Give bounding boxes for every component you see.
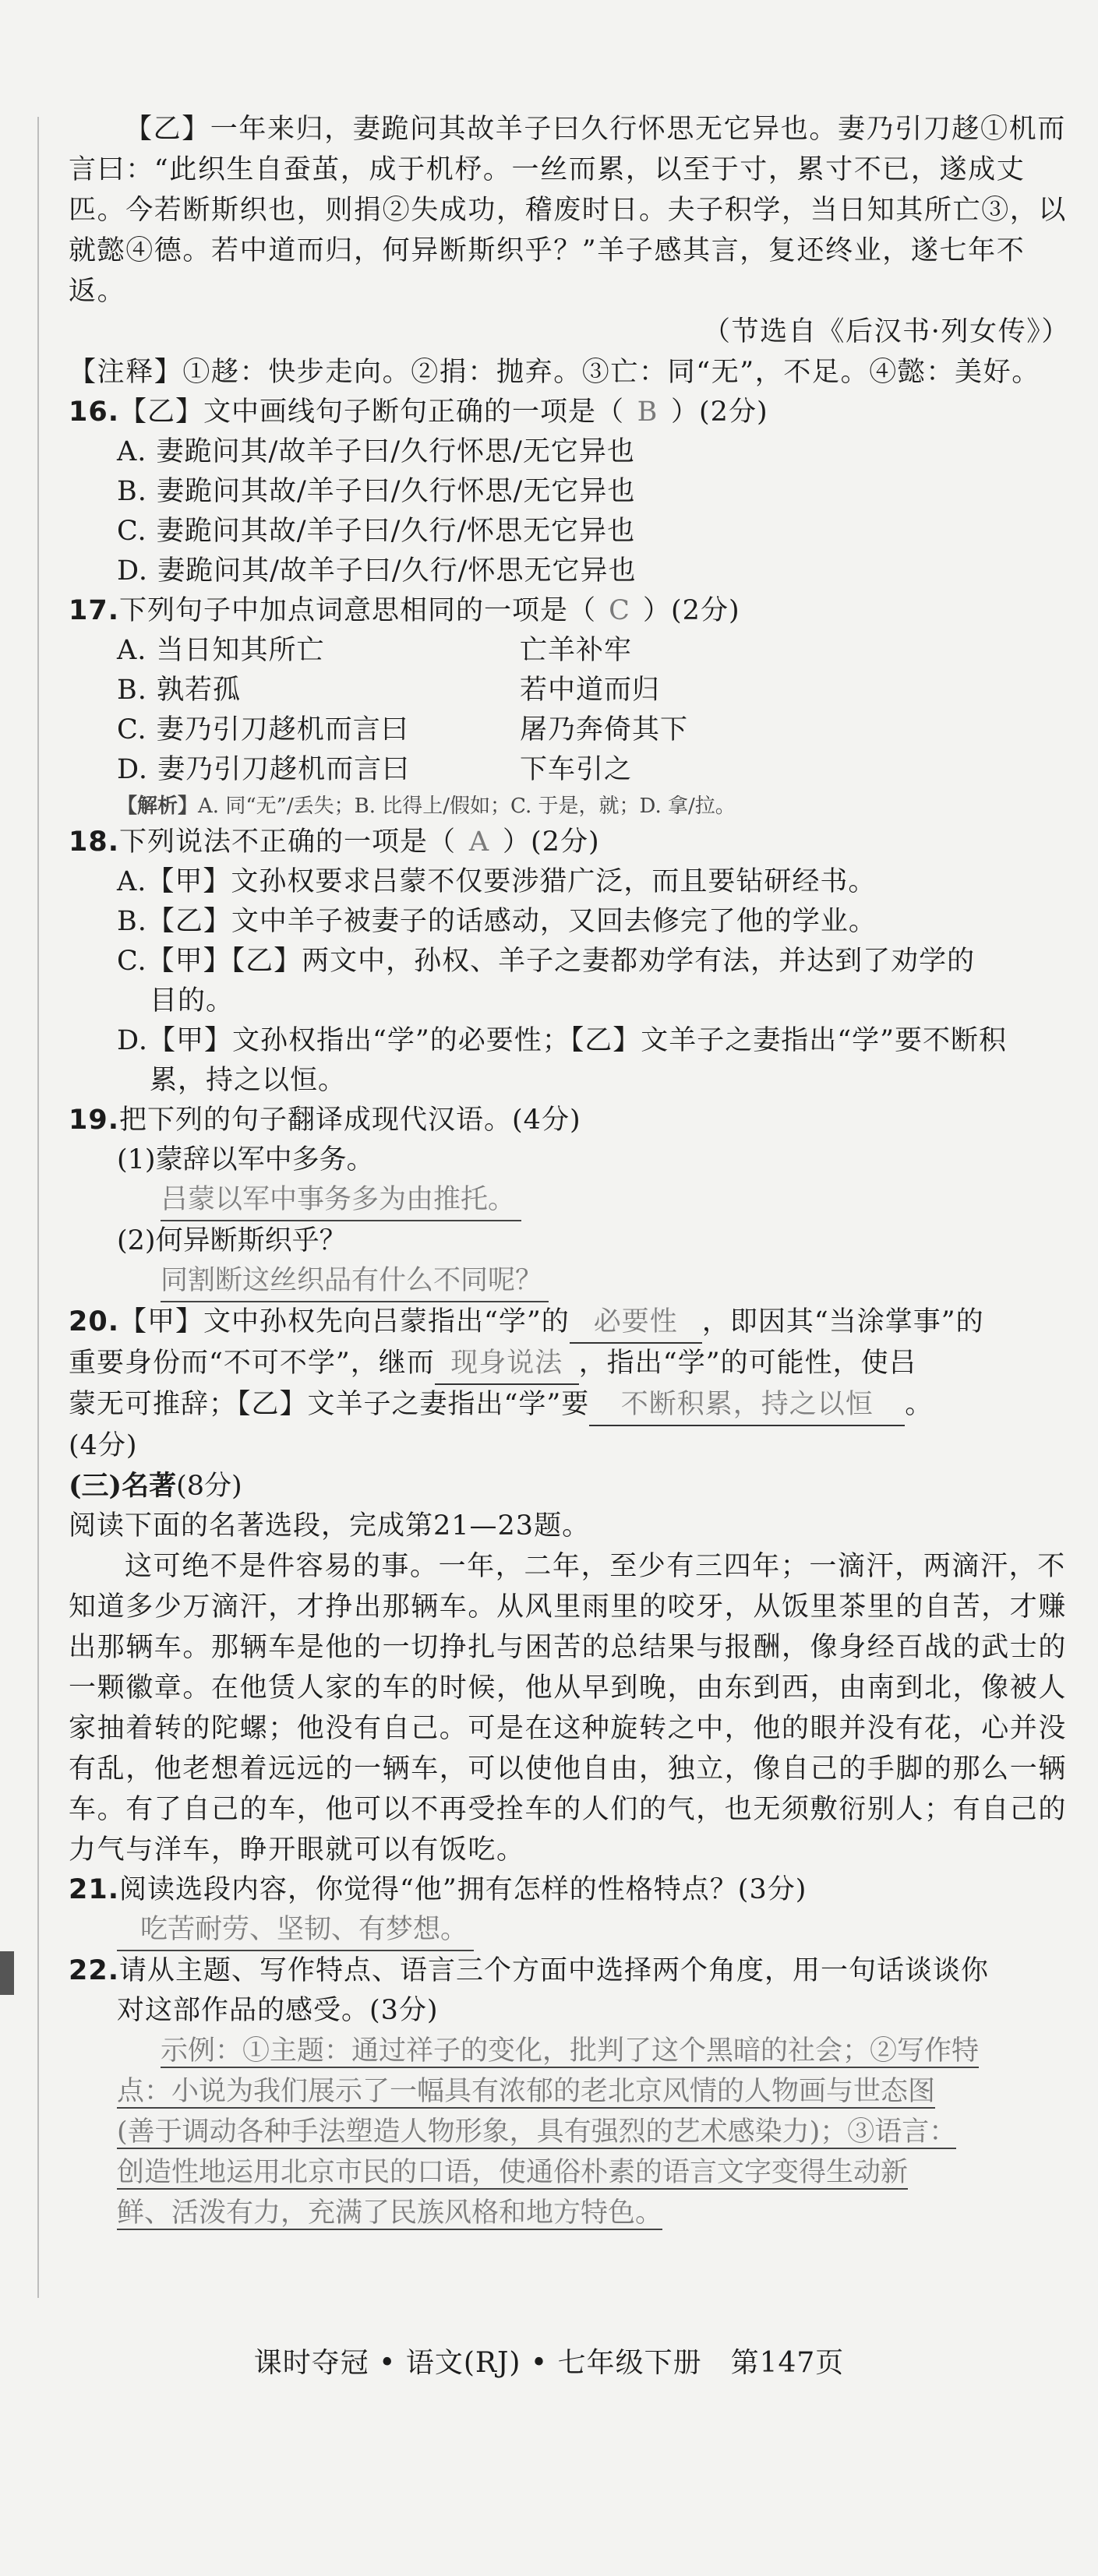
section-score: (8分) bbox=[176, 1471, 242, 1502]
answer-line-5 bbox=[69, 2193, 1078, 2233]
question-number: 16. bbox=[69, 396, 120, 428]
question-stem: 把下列的句子翻译成现代汉语。(4分) bbox=[119, 1105, 581, 1136]
option-d bbox=[69, 750, 1078, 790]
handwritten-answer: 创造性地运用北京市民的口语，使通俗朴素的语言文字变得生动新 bbox=[117, 2157, 909, 2188]
question-stem: 下列说法不正确的一项是（ bbox=[119, 826, 457, 858]
answer-line bbox=[69, 1910, 1078, 1951]
option-left: C. 妻乃引刀趍机而言曰 bbox=[117, 714, 409, 745]
handwritten-answer: 示例：①主题：通过祥子的变化，批判了这个黑暗的社会；②写作特 bbox=[161, 2035, 980, 2067]
option-c bbox=[69, 710, 1078, 750]
option-right: 屠乃奔倚其下 bbox=[520, 714, 689, 745]
handwritten-answer: 吃苦耐劳、坚韧、有梦想。 bbox=[117, 1910, 474, 1951]
question-18 bbox=[69, 823, 1078, 862]
option-c: C.【甲】【乙】两文中，孙权、羊子之妻都劝学有法，并达到了劝学的 bbox=[117, 946, 976, 977]
option-c: C. 妻跪问其故/羊子曰/久行/怀思无它异也 bbox=[117, 516, 636, 547]
question-20-line-3 bbox=[69, 1385, 1078, 1426]
option-b: B. 妻跪问其故/羊子曰/久行怀思/无它异也 bbox=[117, 476, 636, 507]
question-text: 。 bbox=[905, 1389, 934, 1420]
page-content bbox=[69, 109, 1078, 2233]
option-a: A.【甲】文孙权要求吕蒙不仅要涉猎广泛，而且要钻研经书。 bbox=[117, 866, 877, 897]
question-stem-continued: 对这部作品的感受。(3分) bbox=[117, 1995, 439, 2026]
question-text: ，即因其“当涂掌事”的 bbox=[701, 1306, 984, 1337]
passage-yi: 【乙】一年来归，妻跪问其故羊子曰久行怀思无它异也。妻乃引刀趍①机而言曰：“此织生自蚕茧，成于机杼。一丝而累，以至于寸，累寸不已，遂成丈匹。今若断斯织也，则捐②失成功，稽废时日。夫子积学，当日知其所亡③，以就懿④德。若中道而归，何异断斯织乎？”羊子感其言，复还终业，遂七年不返。 bbox=[69, 114, 1068, 307]
question-number: 19. bbox=[69, 1105, 120, 1136]
passage-source: （节选自《后汉书·列女传》） bbox=[702, 316, 1070, 347]
question-text: ，指出“学”的可能性，使吕 bbox=[578, 1348, 917, 1379]
question-number: 20. bbox=[69, 1306, 120, 1337]
question-text: 蒙无可推辞；【乙】文羊子之妻指出“学”要 bbox=[69, 1389, 590, 1420]
question-number: 21. bbox=[69, 1874, 120, 1905]
fill-blank-2: 现身说法 bbox=[435, 1344, 579, 1385]
answer-line-2 bbox=[69, 1261, 1078, 1302]
handwritten-answer: 鲜、活泼有力，充满了民族风格和地方特色。 bbox=[117, 2197, 663, 2229]
option-b bbox=[69, 671, 1078, 710]
sub-question-1: (1)蒙辞以军中多务。 bbox=[117, 1144, 374, 1175]
section-intro: 阅读下面的名著选段，完成第21—23题。 bbox=[69, 1510, 591, 1542]
handwritten-answer: 点：小说为我们展示了一幅具有浓郁的老北京风情的人物画与世态图 bbox=[117, 2076, 936, 2107]
question-20-line-2 bbox=[69, 1344, 1078, 1385]
handwritten-answer: 吕蒙以军中事务多为由推托。 bbox=[161, 1180, 521, 1221]
question-score: ）(2分) bbox=[503, 826, 600, 858]
option-a: A. 妻跪问其/故羊子曰/久行怀思/无它异也 bbox=[117, 436, 635, 467]
answer-line-4 bbox=[69, 2152, 1078, 2193]
option-b: B.【乙】文中羊子被妻子的话感动，又回去修完了他的学业。 bbox=[117, 906, 877, 937]
option-a bbox=[69, 631, 1078, 671]
analysis-label: 【解析】 bbox=[117, 795, 199, 818]
question-number: 18. bbox=[69, 826, 120, 858]
question-stem: 请从主题、写作特点、语言三个方面中选择两个角度，用一句话谈谈你 bbox=[119, 1955, 990, 1986]
option-d: D.【甲】文孙权指出“学”的必要性；【乙】文羊子之妻指出“学”要不断积 bbox=[117, 1025, 1008, 1056]
option-left: D. 妻乃引刀趍机而言曰 bbox=[117, 754, 411, 785]
question-score: ）(2分) bbox=[671, 396, 768, 428]
handwritten-answer: B bbox=[637, 396, 658, 428]
question-16 bbox=[69, 393, 1078, 432]
question-stem: 阅读选段内容，你觉得“他”拥有怎样的性格特点？(3分) bbox=[119, 1874, 807, 1905]
option-d: D. 妻跪问其/故羊子曰/久行/怀思无它异也 bbox=[117, 555, 637, 587]
question-number: 22. bbox=[69, 1955, 120, 1986]
question-text: 重要身份而“不可不学”，继而 bbox=[69, 1348, 435, 1379]
option-right: 若中道而归 bbox=[520, 675, 661, 706]
handwritten-answer: A bbox=[468, 826, 490, 858]
option-right: 亡羊补牢 bbox=[520, 635, 633, 666]
answer-line-1 bbox=[69, 1180, 1078, 1221]
question-20-score: (4分) bbox=[69, 1430, 138, 1461]
handwritten-answer: 同割断这丝织品有什么不同呢？ bbox=[161, 1261, 549, 1302]
margin-mark bbox=[0, 1951, 14, 1995]
binding-line bbox=[37, 117, 39, 2298]
passage-notes: 【注释】①趍：快步走向。②捐：抛弃。③亡：同“无”，不足。④懿：美好。 bbox=[69, 357, 1040, 388]
analysis-note bbox=[69, 790, 1078, 823]
fill-blank-1: 必要性 bbox=[570, 1302, 702, 1344]
question-score: ）(2分) bbox=[643, 595, 740, 626]
page-footer: 课时夺冠 • 语文(RJ) • 七年级下册 第147页 bbox=[253, 2347, 845, 2379]
fill-blank-3: 不断积累，持之以恒 bbox=[589, 1385, 905, 1426]
answer-line-2 bbox=[69, 2071, 1078, 2112]
option-left: A. 当日知其所亡 bbox=[117, 635, 325, 666]
section-heading bbox=[69, 1466, 1078, 1506]
answer-line-3 bbox=[69, 2112, 1078, 2152]
handwritten-answer: (善于调动各种手法塑造人物形象，具有强烈的艺术感染力)；③语言： bbox=[117, 2116, 957, 2148]
question-20 bbox=[69, 1302, 1078, 1344]
sub-question-2: (2)何异断斯织乎？ bbox=[117, 1225, 347, 1256]
question-17 bbox=[69, 591, 1078, 631]
question-19 bbox=[69, 1101, 1078, 1140]
novel-excerpt: 这可绝不是件容易的事。一年，二年，至少有三四年；一滴汗，两滴汗，不知道多少万滴汗，才挣出那辆车。从风里雨里的咬牙，从饭里茶里的自苦，才赚出那辆车。那辆车是他的一切挣扎与困苦的总结果与报酬，像身经百战的武士的一颗徽章。在他赁人家的车的时候，他从早到晚，由东到西，由南到北，像被人家抽着转的陀螺；他没有自己。可是在这种旋转之中，他的眼并没有花，心并没有乱，他老想着远远的一辆车，可以使他自由，独立，像自己的手脚的那么一辆车。有了自己的车，他可以不再受拴车的人们的气，也无须敷衍别人；有自己的力气与洋车，睁开眼就可以有饭吃。 bbox=[69, 1551, 1068, 1866]
question-21 bbox=[69, 1870, 1078, 1910]
option-d-continued: 累，持之以恒。 bbox=[150, 1065, 347, 1096]
section-title: (三)名著 bbox=[69, 1470, 177, 1502]
question-stem: 下列句子中加点词意思相同的一项是（ bbox=[119, 595, 597, 626]
option-c-continued: 目的。 bbox=[150, 985, 235, 1017]
question-text: 【甲】文中孙权先向吕蒙指出“学”的 bbox=[119, 1306, 570, 1337]
option-right: 下车引之 bbox=[520, 754, 633, 785]
option-left: B. 孰若孤 bbox=[117, 675, 241, 706]
question-stem: 【乙】文中画线句子断句正确的一项是（ bbox=[119, 396, 625, 428]
question-22 bbox=[69, 1951, 1078, 1991]
answer-line-1 bbox=[69, 2031, 1078, 2071]
question-number: 17. bbox=[69, 595, 120, 626]
handwritten-answer: C bbox=[609, 595, 630, 626]
analysis-text: A. 同“无”/丢失；B. 比得上/假如；C. 于是，就；D. 拿/拉。 bbox=[198, 795, 736, 818]
